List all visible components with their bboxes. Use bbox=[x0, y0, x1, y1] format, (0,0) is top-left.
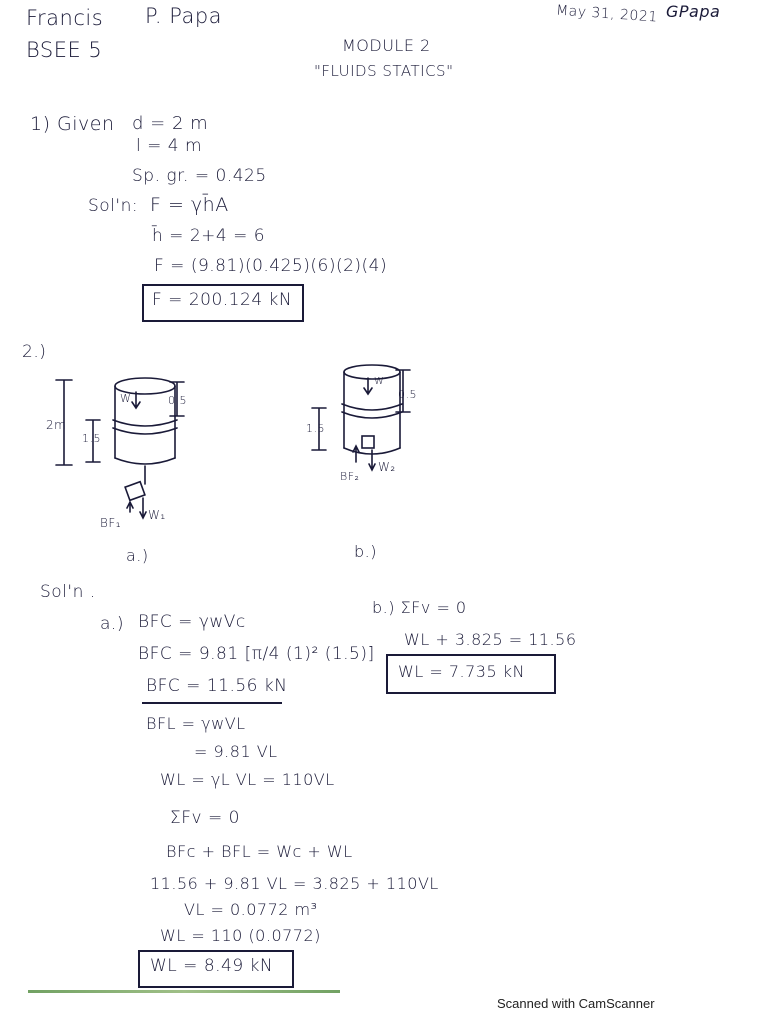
problem1-given-l: l = 4 m bbox=[136, 136, 203, 156]
part-a-line-1: BFC = γwVc bbox=[138, 612, 246, 632]
problem1-answer: F = 200.124 kN bbox=[152, 290, 293, 310]
student-last-name: P. Papa bbox=[145, 4, 223, 28]
problem1-given-sg: Sp. gr. = 0.425 bbox=[132, 166, 267, 186]
problem2-soln-label: Sol'n . bbox=[40, 582, 96, 602]
problem1-given-d: d = 2 m bbox=[132, 113, 209, 134]
problem1-substitution: F = (9.81)(0.425)(6)(2)(4) bbox=[154, 256, 388, 276]
module-label: MODULE 2 bbox=[342, 36, 431, 55]
part-a-line-3: BFC = 11.56 kN bbox=[146, 676, 288, 696]
part-a-line-5: = 9.81 VL bbox=[194, 742, 278, 761]
fig-a-bf1-label: BF₁ bbox=[100, 516, 122, 530]
part-a-line-10: VL = 0.0772 m³ bbox=[184, 900, 318, 919]
scanner-watermark: Scanned with CamScanner bbox=[497, 996, 655, 1011]
fig-b-dim-sub-label: 1.5 bbox=[306, 422, 325, 435]
fig-a-water-band bbox=[113, 420, 177, 434]
fig-a-w1-label: W₁ bbox=[148, 508, 166, 522]
part-a-answer: WL = 8.49 kN bbox=[150, 956, 274, 976]
fig-b-weight-label: W bbox=[374, 376, 385, 387]
part-a-line-2: BFC = 9.81 [π/4 (1)² (1.5)] bbox=[138, 644, 375, 664]
problem1-formula: F = γh̄A bbox=[150, 194, 229, 216]
course-label: BSEE 5 bbox=[26, 38, 103, 62]
fig-a-caption: a.) bbox=[126, 546, 149, 565]
part-b-line-1: WL + 3.825 = 11.56 bbox=[404, 630, 577, 649]
part-a-line-9: 11.56 + 9.81 VL = 3.825 + 110VL bbox=[150, 874, 439, 893]
part-a-label: a.) bbox=[100, 614, 124, 634]
fig-a-dim-sub-label: 1.5 bbox=[82, 432, 101, 445]
fig-b-bf2-label: BF₂ bbox=[340, 470, 360, 483]
fig-a-block bbox=[125, 482, 145, 501]
problem1-hbar: h̄ = 2+4 = 6 bbox=[152, 226, 266, 246]
part-b-label: b.) ΣFv = 0 bbox=[372, 598, 467, 617]
problem2-number: 2.) bbox=[22, 342, 47, 362]
date: May 31, 2021 bbox=[555, 2, 659, 26]
fig-a-dim-total-label: 2m bbox=[46, 418, 67, 432]
fig-b-w2-label: W₂ bbox=[378, 460, 396, 474]
part-a-line-8: BFc + BFL = Wc + WL bbox=[166, 842, 353, 861]
part-a-underline bbox=[142, 702, 282, 704]
module-title: "FLUIDS STATICS" bbox=[314, 62, 454, 80]
scan-edge-line bbox=[28, 990, 340, 993]
fig-b-forces bbox=[353, 446, 375, 470]
part-a-line-11: WL = 110 (0.0772) bbox=[160, 926, 321, 945]
problem1-number: 1) Given bbox=[30, 113, 115, 135]
fig-a-dim-top-label: 0.5 bbox=[168, 394, 187, 407]
signature: GPapa bbox=[666, 2, 721, 21]
part-b-answer: WL = 7.735 kN bbox=[398, 662, 525, 681]
fig-b-block bbox=[362, 436, 374, 448]
fig-b-w-arrow bbox=[364, 378, 372, 394]
fig-b-cylinder-top bbox=[344, 365, 400, 379]
student-first-name: Francis bbox=[26, 6, 104, 30]
problem1-soln-label: Sol'n: bbox=[88, 196, 139, 216]
fig-a-cylinder-bottom bbox=[115, 458, 175, 464]
fig-b-caption: b.) bbox=[354, 542, 377, 561]
fig-a-weight-label: W bbox=[120, 392, 132, 405]
fig-b-dim-top-label: 0.5 bbox=[398, 388, 417, 401]
fig-b-water-band bbox=[342, 404, 402, 418]
fig-a-forces bbox=[127, 498, 146, 518]
part-a-line-7: ΣFv = 0 bbox=[170, 808, 240, 828]
part-a-line-4: BFL = γwVL bbox=[146, 714, 246, 733]
part-a-line-6: WL = γL VL = 110VL bbox=[160, 770, 335, 789]
